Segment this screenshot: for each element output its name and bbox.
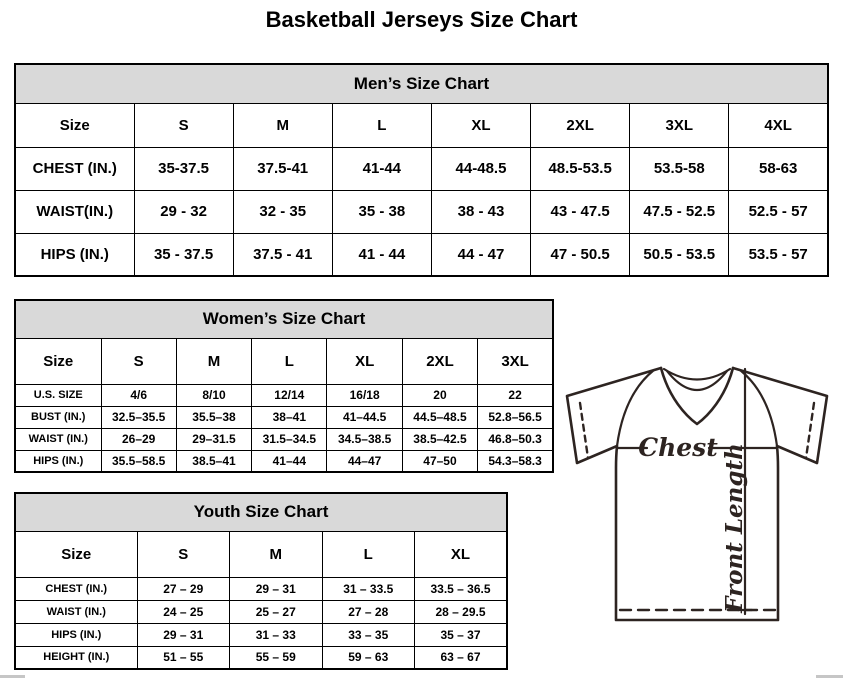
size-value-cell: 35-37.5 [134, 147, 233, 190]
size-column-header: M [230, 531, 323, 577]
table-title: Men’s Size Chart [15, 64, 828, 103]
size-column-header: 2XL [531, 103, 630, 147]
size-value-cell: 44-48.5 [431, 147, 530, 190]
size-value-cell: 29 – 31 [137, 623, 230, 646]
size-column-header: M [233, 103, 332, 147]
table-row [15, 384, 553, 406]
row-label: WAIST (IN.) [15, 600, 137, 623]
size-value-cell: 47 - 50.5 [531, 233, 630, 276]
size-value-cell: 44 - 47 [431, 233, 530, 276]
size-value-cell: 29–31.5 [176, 428, 251, 450]
table-row [15, 600, 507, 623]
size-value-cell: 35 - 38 [332, 190, 431, 233]
size-value-cell: 43 - 47.5 [531, 190, 630, 233]
size-value-cell: 24 – 25 [137, 600, 230, 623]
size-value-cell: 38 - 43 [431, 190, 530, 233]
size-value-cell: 35.5–58.5 [101, 450, 176, 472]
size-value-cell: 33 – 35 [322, 623, 415, 646]
size-value-cell: 48.5-53.5 [531, 147, 630, 190]
table-title: Women’s Size Chart [15, 300, 553, 338]
size-value-cell: 22 [478, 384, 553, 406]
size-value-cell: 37.5-41 [233, 147, 332, 190]
size-corner-header: Size [15, 338, 101, 384]
size-value-cell: 41 - 44 [332, 233, 431, 276]
row-label: WAIST(IN.) [15, 190, 134, 233]
size-value-cell: 37.5 - 41 [233, 233, 332, 276]
jersey-right-cuff-dashes [806, 403, 814, 458]
size-value-cell: 53.5-58 [630, 147, 729, 190]
size-value-cell: 27 – 29 [137, 577, 230, 600]
size-value-cell: 8/10 [176, 384, 251, 406]
size-column-header: S [137, 531, 230, 577]
size-value-cell: 31.5–34.5 [252, 428, 327, 450]
size-value-cell: 59 – 63 [322, 646, 415, 669]
table-row [15, 406, 553, 428]
size-value-cell: 38–41 [252, 406, 327, 428]
size-value-cell: 38.5–42.5 [402, 428, 477, 450]
table-row [15, 450, 553, 472]
horizontal-scrollbar-fragment-right[interactable] [816, 675, 843, 678]
size-value-cell: 33.5 – 36.5 [415, 577, 508, 600]
size-value-cell: 55 – 59 [230, 646, 323, 669]
size-column-header: S [134, 103, 233, 147]
size-value-cell: 41-44 [332, 147, 431, 190]
size-value-cell: 32.5–35.5 [101, 406, 176, 428]
size-corner-header: Size [15, 103, 134, 147]
size-value-cell: 29 - 32 [134, 190, 233, 233]
front-length-label: Front Length [721, 443, 748, 613]
size-corner-header: Size [15, 531, 137, 577]
row-label: CHEST (IN.) [15, 577, 137, 600]
size-value-cell: 35.5–38 [176, 406, 251, 428]
jersey-left-cuff-dashes [580, 403, 588, 458]
youth-size-chart-table [14, 492, 508, 670]
size-value-cell: 41–44.5 [327, 406, 402, 428]
size-value-cell: 31 – 33.5 [322, 577, 415, 600]
size-value-cell: 32 - 35 [233, 190, 332, 233]
jersey-measurement-diagram [556, 356, 843, 630]
size-value-cell: 35 – 37 [415, 623, 508, 646]
page-title: Basketball Jerseys Size Chart [265, 7, 578, 32]
size-value-cell: 52.8–56.5 [478, 406, 553, 428]
table-row [15, 577, 507, 600]
row-label: WAIST (IN.) [15, 428, 101, 450]
size-value-cell: 4/6 [101, 384, 176, 406]
size-value-cell: 50.5 - 53.5 [630, 233, 729, 276]
row-label: HIPS (IN.) [15, 450, 101, 472]
size-value-cell: 35 - 37.5 [134, 233, 233, 276]
size-value-cell: 52.5 - 57 [729, 190, 828, 233]
table-row [15, 147, 828, 190]
size-value-cell: 25 – 27 [230, 600, 323, 623]
size-value-cell: 29 – 31 [230, 577, 323, 600]
mens-size-chart-table [14, 63, 829, 277]
size-column-header: L [322, 531, 415, 577]
size-column-header: L [252, 338, 327, 384]
jersey-body-outline [567, 368, 827, 620]
size-column-header: 4XL [729, 103, 828, 147]
size-value-cell: 12/14 [252, 384, 327, 406]
size-column-header: S [101, 338, 176, 384]
size-value-cell: 41–44 [252, 450, 327, 472]
size-value-cell: 31 – 33 [230, 623, 323, 646]
size-value-cell: 53.5 - 57 [729, 233, 828, 276]
womens-size-chart-table [14, 299, 554, 473]
table-row [15, 646, 507, 669]
chest-label: Chest [638, 433, 718, 462]
size-value-cell: 47.5 - 52.5 [630, 190, 729, 233]
size-value-cell: 63 – 67 [415, 646, 508, 669]
size-column-header: XL [431, 103, 530, 147]
row-label: HIPS (IN.) [15, 623, 137, 646]
table-row [15, 233, 828, 276]
size-column-header: XL [327, 338, 402, 384]
size-column-header: M [176, 338, 251, 384]
table-row [15, 428, 553, 450]
jersey-outline-svg [556, 356, 843, 630]
size-value-cell: 46.8–50.3 [478, 428, 553, 450]
size-value-cell: 44–47 [327, 450, 402, 472]
table-row [15, 190, 828, 233]
size-column-header: XL [415, 531, 508, 577]
size-column-header: 2XL [402, 338, 477, 384]
row-label: HIPS (IN.) [15, 233, 134, 276]
size-value-cell: 44.5–48.5 [402, 406, 477, 428]
size-value-cell: 28 – 29.5 [415, 600, 508, 623]
size-value-cell: 54.3–58.3 [478, 450, 553, 472]
size-value-cell: 20 [402, 384, 477, 406]
size-value-cell: 58-63 [729, 147, 828, 190]
size-column-header: 3XL [478, 338, 553, 384]
size-value-cell: 47–50 [402, 450, 477, 472]
size-value-cell: 34.5–38.5 [327, 428, 402, 450]
table-title: Youth Size Chart [15, 493, 507, 531]
row-label: CHEST (IN.) [15, 147, 134, 190]
row-label: BUST (IN.) [15, 406, 101, 428]
size-value-cell: 27 – 28 [322, 600, 415, 623]
size-column-header: 3XL [630, 103, 729, 147]
size-value-cell: 51 – 55 [137, 646, 230, 669]
size-value-cell: 16/18 [327, 384, 402, 406]
horizontal-scrollbar-fragment-left[interactable] [0, 675, 25, 678]
row-label: HEIGHT (IN.) [15, 646, 137, 669]
size-column-header: L [332, 103, 431, 147]
size-value-cell: 38.5–41 [176, 450, 251, 472]
row-label: U.S. SIZE [15, 384, 101, 406]
size-value-cell: 26–29 [101, 428, 176, 450]
table-row [15, 623, 507, 646]
